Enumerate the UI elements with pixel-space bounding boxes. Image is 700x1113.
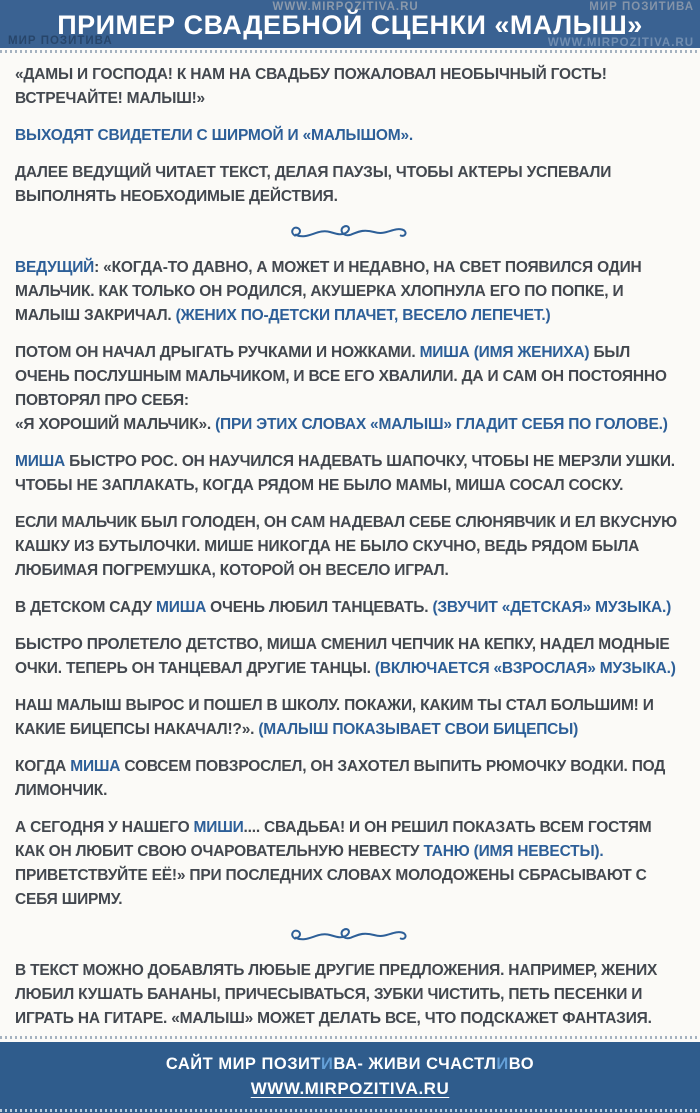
script-text: НАШ МАЛЫШ ВЫРОС И ПОШЕЛ В ШКОЛУ. ПОКАЖИ, КАКИМ ТЫ СТАЛ БОЛЬШИМ! И КАКИЕ БИЦЕПСЫ НАКАЧАЛ!?».	[15, 697, 654, 738]
script-text: : «КОГДА-ТО ДАВНО, А МОЖЕТ И НЕДАВНО, НА СВЕТ ПОЯВИЛСЯ ОДИН МАЛЬЧИК. КАК ТОЛЬКО ОН РОДИЛСЯ, АКУШЕРКА ХЛОПНУЛА ЕГО ПО ПОПКЕ, И МАЛЫШ ЗАКРИЧАЛ.	[15, 259, 642, 324]
script-text: ДАЛЕЕ ВЕДУЩИЙ ЧИТАЕТ ТЕКСТ, ДЕЛАЯ ПАУЗЫ, ЧТОБЫ АКТЕРЫ УСПЕВАЛИ ВЫПОЛНЯТЬ НЕОБХОДИМЫЕ ДЕЙСТВИЯ.	[15, 164, 612, 205]
page-title: ПРИМЕР СВАДЕБНОЙ СЦЕНКИ «МАЛЫШ»	[57, 10, 643, 40]
stage-direction: МИШИ	[193, 819, 244, 836]
script-text: В ТЕКСТ МОЖНО ДОБАВЛЯТЬ ЛЮБЫЕ ДРУГИЕ ПРЕДЛОЖЕНИЯ. НАПРИМЕР, ЖЕНИХ ЛЮБИЛ КУШАТЬ БАНАНЫ, ПРИЧЕСЫВАТЬСЯ, ЗУБКИ ЧИСТИТЬ, ПЕТЬ ПЕСЕНКИ И ИГРАТЬ НА ГИТАРЕ. «МАЛЫШ» МОЖЕТ ДЕЛАТЬ ВСЕ, ЧТО ПОДСКАЖЕТ ФАНТАЗИЯ.	[15, 962, 658, 1027]
script-text: БЫЛ ОЧЕНЬ ПОСЛУШНЫМ МАЛЬЧИКОМ, И ВСЕ ЕГО ХВАЛИЛИ. ДА И САМ ОН ПОСТОЯННО ПОВТОРЯЛ ПРО СЕБЯ:	[15, 344, 667, 409]
tagline-accent-letter: И	[320, 1055, 334, 1073]
stage-direction: (ПРИ ЭТИХ СЛОВАХ «МАЛЫШ» ГЛАДИТ СЕБЯ ПО ГОЛОВЕ.)	[215, 416, 668, 433]
paragraph	[15, 256, 685, 328]
stage-direction: МИША (ИМЯ ЖЕНИХА)	[419, 344, 590, 361]
tagline-text: САЙТ МИР ПОЗИТ	[165, 1055, 321, 1073]
stage-direction: (МАЛЫШ ПОКАЗЫВАЕТ СВОИ БИЦЕПСЫ)	[258, 721, 579, 738]
stage-direction: (ЗВУЧИТ «ДЕТСКАЯ» МУЗЫКА.)	[432, 599, 672, 616]
script-text: .... СВАДЬБА! И ОН РЕШИЛ ПОКАЗАТЬ ВСЕМ ГОСТЯМ КАК ОН ЛЮБИТ СВОЮ ОЧАРОВАТЕЛЬНУЮ НЕВЕСТУ	[15, 819, 652, 860]
flourish-divider	[15, 925, 685, 947]
tagline-accent-letter: И	[496, 1055, 509, 1073]
paragraph	[15, 63, 685, 111]
paragraph	[15, 816, 685, 912]
script-text: ОЧЕНЬ ЛЮБИЛ ТАНЦЕВАТЬ.	[206, 599, 433, 616]
flourish-ornament-icon	[284, 925, 416, 947]
stage-direction: ВЫХОДЯТ СВИДЕТЕЛИ С ШИРМОЙ И «МАЛЫШОМ».	[15, 127, 414, 144]
watermark-url-right: WWW.MIRPOZITIVA.RU	[547, 37, 694, 49]
watermark-url-top: WWW.MIRPOZITIVA.RU	[272, 1, 419, 13]
paragraph	[15, 450, 685, 498]
paragraph	[15, 694, 685, 742]
footer-url-link[interactable]: WWW.MIRPOZITIVA.RU	[250, 1079, 450, 1098]
paragraph	[15, 959, 685, 1031]
script-text: БЫСТРО ПРОЛЕТЕЛО ДЕТСТВО, МИША СМЕНИЛ ЧЕПЧИК НА КЕПКУ, НАДЕЛ МОДНЫЕ ОЧКИ. ТЕПЕРЬ ОН ТАНЦЕВАЛ ДРУГИЕ ТАНЦЫ.	[15, 636, 670, 677]
flourish-divider	[15, 222, 685, 244]
stage-direction: (ЖЕНИХ ПО-ДЕТСКИ ПЛАЧЕТ, ВЕСЕЛО ЛЕПЕЧЕТ.)	[175, 307, 551, 324]
watermark-brand-left: МИР ПОЗИТИВА	[8, 35, 113, 47]
script-text: «Я ХОРОШИЙ МАЛЬЧИК».	[15, 416, 216, 433]
paragraph	[15, 161, 685, 209]
header-band	[0, 0, 700, 48]
script-text: БЫСТРО РОС. ОН НАУЧИЛСЯ НАДЕВАТЬ ШАПОЧКУ, ЧТОБЫ НЕ МЕРЗЛИ УШКИ. ЧТОБЫ НЕ ЗАПЛАКАТЬ, КОГДА РЯДОМ НЕ БЫЛО МАМЫ, МИША СОСАЛ СОСКУ.	[15, 453, 675, 494]
stage-direction: МИША	[156, 599, 207, 616]
stage-direction: МИША	[70, 758, 121, 775]
footer-tagline	[0, 1055, 700, 1074]
script-text: ПОТОМ ОН НАЧАЛ ДРЫГАТЬ РУЧКАМИ И НОЖКАМИ.	[15, 344, 420, 361]
stage-direction: ВЕДУЩИЙ	[15, 259, 95, 276]
stage-direction: МИША	[15, 453, 66, 470]
paragraph	[15, 511, 685, 583]
paragraph	[15, 755, 685, 803]
tagline-text: ВО	[508, 1055, 535, 1073]
script-text: В ДЕТСКОМ САДУ	[15, 599, 157, 616]
footer-divider	[0, 1036, 700, 1039]
paragraph	[15, 341, 685, 437]
flourish-ornament-icon	[284, 222, 416, 244]
content	[0, 53, 700, 1035]
tagline-text: ВА- ЖИВИ СЧАСТЛ	[333, 1055, 497, 1073]
footer-band	[0, 1042, 700, 1113]
paragraph	[15, 633, 685, 681]
footer-bottom-dots	[0, 1109, 700, 1112]
script-text: ЕСЛИ МАЛЬЧИК БЫЛ ГОЛОДЕН, ОН САМ НАДЕВАЛ СЕБЕ СЛЮНЯВЧИК И ЕЛ ВКУСНУЮ КАШКУ ИЗ БУТЫЛОЧКИ. МИШЕ НИКОГДА НЕ БЫЛО СКУЧНО, ВЕДЬ РЯДОМ БЫЛА ЛЮБИМАЯ ПОГРЕМУШКА, КОТОРОЙ ОН ВЕСЕЛО ИГРАЛ.	[15, 514, 677, 579]
script-text: ПРИВЕТСТВУЙТЕ ЕЁ!» ПРИ ПОСЛЕДНИХ СЛОВАХ МОЛОДОЖЕНЫ СБРАСЫВАЮТ С СЕБЯ ШИРМУ.	[15, 867, 647, 908]
paragraph	[15, 596, 685, 620]
paragraph	[15, 124, 685, 148]
watermark-brand-top: МИР ПОЗИТИВА	[589, 1, 694, 13]
stage-direction: ТАНЮ (ИМЯ НЕВЕСТЫ).	[423, 843, 604, 860]
script-text: СОВСЕМ ПОВЗРОСЛЕЛ, ОН ЗАХОТЕЛ ВЫПИТЬ РЮМОЧКУ ВОДКИ. ПОД ЛИМОНЧИК.	[15, 758, 666, 799]
script-text: КОГДА	[15, 758, 71, 775]
script-text: А СЕГОДНЯ У НАШЕГО	[15, 819, 194, 836]
stage-direction: (ВКЛЮЧАЕТСЯ «ВЗРОСЛАЯ» МУЗЫКА.)	[374, 660, 676, 677]
script-text: «ДАМЫ И ГОСПОДА! К НАМ НА СВАДЬБУ ПОЖАЛОВАЛ НЕОБЫЧНЫЙ ГОСТЬ! ВСТРЕЧАЙТЕ! МАЛЫШ!»	[15, 66, 607, 107]
